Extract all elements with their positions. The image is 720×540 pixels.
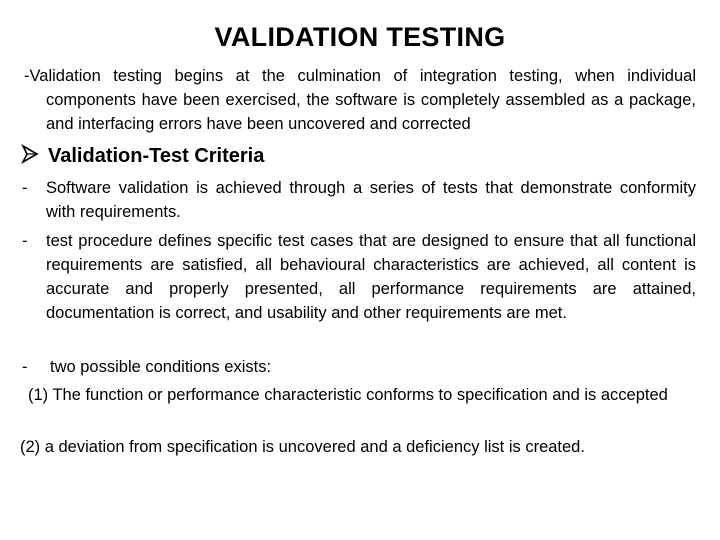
intro-paragraph: -Validation testing begins at the culmination of integration testing, when individual components have been exercised, the software is completely assembled as a package, and interfacing errors have been uncovered and corrected xyxy=(24,67,696,133)
page-title: VALIDATION TESTING xyxy=(214,22,506,52)
condition-item: (1) The function or performance characteristic conforms to specification and is accepted xyxy=(28,386,668,404)
bullet-dash: - xyxy=(22,232,28,250)
criteria-heading xyxy=(20,144,264,168)
arrow-bullet-icon xyxy=(20,144,40,168)
bullet-text: two possible conditions exists: xyxy=(50,358,272,376)
condition-item: (2) a deviation from specification is uncovered and a deficiency list is created. xyxy=(20,438,585,456)
bullet-text: test procedure defines specific test cases that are designed to ensure that all functional requirements are satisfied, all behavioural characteristics are achieved, all content is accurate and properly presented, all performance requirements are attained, documentation is correct, and usability and other requirements are met. xyxy=(46,232,696,322)
bullet-dash: - xyxy=(22,179,28,197)
bullet-text: Software validation is achieved through a series of tests that demonstrate conformity with requirements. xyxy=(46,179,696,221)
criteria-heading-text: Validation-Test Criteria xyxy=(48,144,265,167)
bullet-dash: - xyxy=(22,358,28,376)
